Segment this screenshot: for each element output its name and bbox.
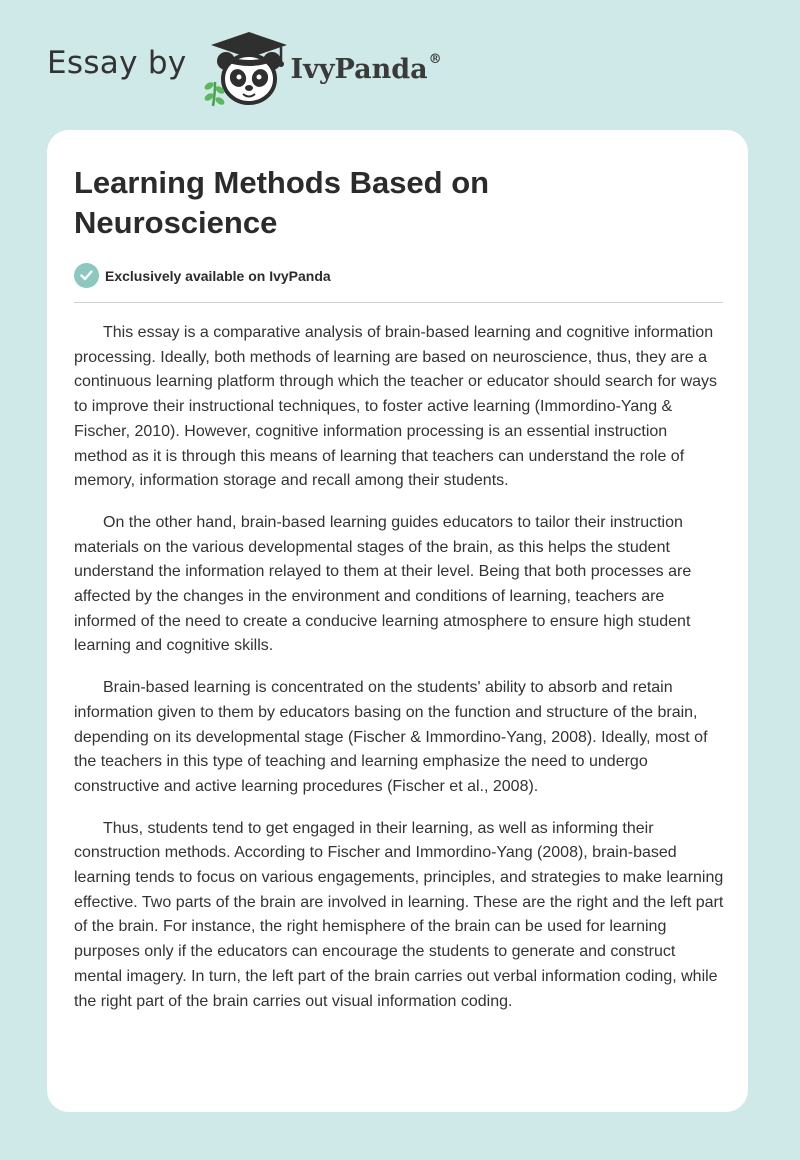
- registered-mark: ®: [428, 51, 442, 67]
- panda-logo-icon[interactable]: [201, 28, 297, 108]
- paragraph: Brain-based learning is concentrated on the students' ability to absorb and retain information given to them by educators basing on the function and structure of the brain, depending on its developmental stage (Fischer & Immordino-Yang, 2008). Ideally, most of the teachers in this type of teaching and learning emphasize the need to undergo constructive and active learning procedures (Fischer et al., 2008).: [74, 679, 708, 795]
- divider: [74, 302, 723, 303]
- paragraph: Thus, students tend to get engaged in their learning, as well as informing their construction methods. According to Fischer and Immordino-Yang (2008), brain-based learning tends to focus on various engagements, principles, and strategies to make learning effective. Two parts of the brain are involved in learning. These are the right and the left part of the brain. For instance, the right hemisphere of the brain can be used for learning purposes only if the educators can encourage the students to generate and construct mental imagery. In turn, the left part of the brain carries out verbal information coding, while the right part of the brain carries out visual information coding.: [74, 819, 724, 1010]
- exclusive-badge-label: Exclusively available on IvyPanda: [105, 267, 331, 284]
- check-icon: [74, 263, 99, 288]
- page-title: Learning Methods Based on Neuroscience: [74, 165, 490, 240]
- brand-name[interactable]: [290, 51, 442, 85]
- paragraph: On the other hand, brain-based learning guides educators to tailor their instruction materials on the various developmental stages of the brain, as this helps the student understand the information relayed to them at their level. Being that both processes are affected by the changes in the environment and conditions of learning, teachers are informed of the need to create a conducive learning atmosphere to ensure high student learning and cognitive skills.: [74, 513, 692, 655]
- essay-by-label: Essay by: [47, 45, 187, 81]
- essay-body: [74, 321, 724, 1031]
- paragraph: This essay is a comparative analysis of brain-based learning and cognitive information processing. Ideally, both methods of learning are based on neuroscience, thus, they are a continuous learning platform through which the teacher or educator should search for ways to improve their instructional techniques, to foster active learning (Immordino-Yang & Fischer, 2010). However, cognitive information processing is an essential instruction method as it is through this means of learning that teachers can understand the role of memory, information storage and recall among their students.: [74, 324, 718, 490]
- brand-name-text: IvyPanda: [290, 53, 428, 85]
- essay-card: [47, 130, 748, 1112]
- exclusive-badge: [74, 263, 331, 288]
- site-header: [47, 30, 442, 110]
